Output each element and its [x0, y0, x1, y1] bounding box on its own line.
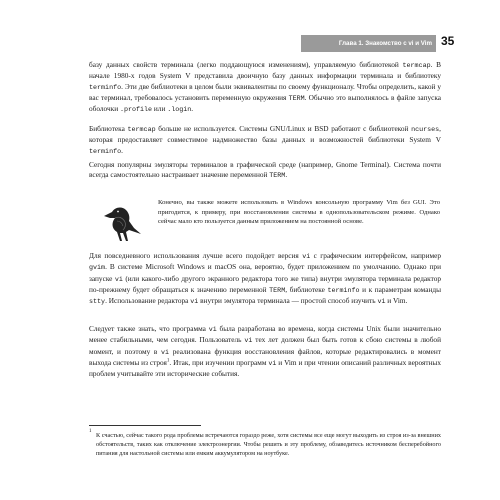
footnote-divider	[89, 425, 201, 426]
paragraph-termcap-history: базу данных свойств терминала (легко поддающуюся изменениям), управляемую библиотекой termcap. В начале 1980-х годов System V представила двоичную базу данных информации терминала и библиотеку terminfo. Эти две библиотеки в целом были эквивалентны по своему функционалу. Чтобы определить, какой у вас терминал, требовалось установить переменную окружения TERM. Обычно это выполнялось в файле запуска оболочки .profile или .login.	[89, 60, 442, 114]
footnote-text: К счастью, сейчас такого рода проблемы встречаются гораздо реже, хотя системы все еще могут выходить из строя из-за внешних обстоятельств, таких как отключение электроэнергии. Чтобы решить и эту проблему, обзаведитесь источником бесперебойного питания для настольной системы или емким аккумулятором на ноутбуке.	[96, 432, 441, 457]
paragraph-vi-history: Следует также знать, что программа vi была разработана во времена, когда системы Unix были значительно менее стабильными, чем сегодня. Пользователь vi тех лет должен был быть готов к сбою системы в любой момент, и поэтому в vi реализована функция восстановления файлов, которые редактировались в момент выхода системы из строя$^1$. Итак, при изучении программ vi и Vim и при чтении описаний различных вероятных проблем учитывайте эти исторические события.	[89, 324, 441, 378]
paragraph-ncurses: Библиотека termcap больше не используется. Системы GNU/Linux и BSD работают с библиотекой ncurses, которая предоставляет совместимое надмножество базы данных и возможностей библиотеки System V terminfo.	[89, 124, 441, 156]
crow-icon	[95, 196, 145, 246]
paragraph-terminal-emulators: Сегодня популярны эмуляторы терминалов в графической среде (например, Gnome Terminal). Система почти всегда самостоятельно настраивает значение переменной TERM.	[89, 160, 441, 181]
note-text: Конечно, вы также можете использовать в Windows консольную программу Vim без GUI. Это пригодится, к примеру, при восстановлении системы в однопользовательском режиме. Однако сейчас мало кто пользуется данным приложением на постоянной основе.	[158, 199, 440, 226]
footnote: 1 К счастью, сейчас такого рода проблемы встречаются гораздо реже, хотя системы все еще могут выходить из строя из-за внешних обстоятельств, таких как отключение электроэнергии. Чтобы решить и эту проблему, обзаведитесь источником бесперебойного питания для настольной системы или емким аккумулятором на ноутбуке.	[89, 429, 441, 457]
running-header	[301, 35, 436, 52]
footnote-reference[interactable]: 1	[166, 358, 170, 364]
page-number: 35	[441, 34, 455, 48]
chapter-title: Глава 1. Знакомство с vi и Vim	[338, 40, 432, 47]
paragraph-gvim-usage: Для повседневного использования лучше всего подойдет версия vi с графическим интерфейсом, например gvim. В системе Microsoft Windows и macOS она, вероятно, будет приложением по умолчанию. Однако при запуске vi (или какого-либо другого экранного редактора того же типа) внутри эмулятора терминала редактор по-прежнему будет обращаться к значению переменной TERM, библиотеке terminfo и к параметрам команды stty. Использование редактора vi внутри эмулятора терминала — простой способ изучить vi и Vim.	[89, 251, 441, 306]
